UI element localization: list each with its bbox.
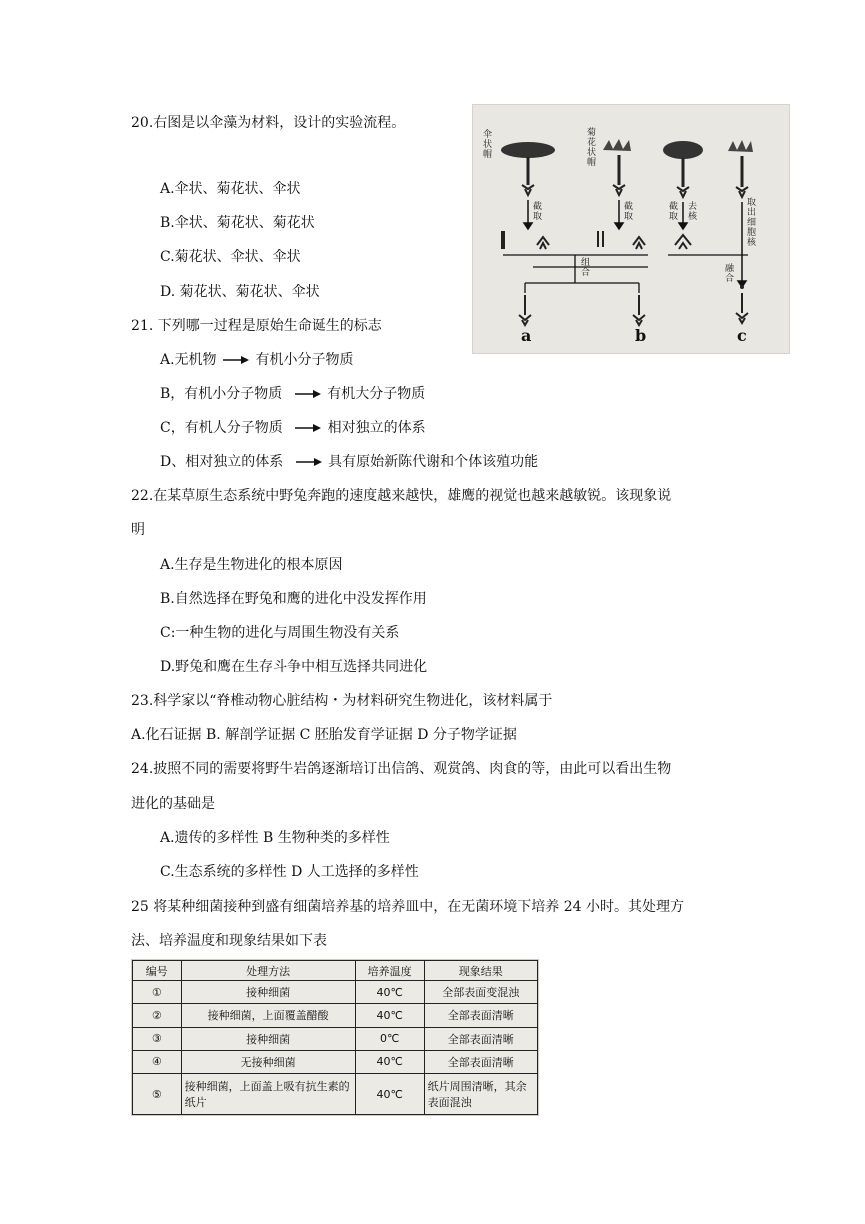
cut-label-2: 截取 — [624, 202, 634, 222]
q25-stem-line2: 法、培养温度和现象结果如下表 — [131, 933, 327, 949]
q24-options-line1: A.遗传的多样性 B 生物种类的多样性 — [160, 830, 390, 846]
row-temp: 40℃ — [355, 1074, 424, 1115]
umbrella-cap-alga — [501, 142, 555, 195]
q24-stem-line2: 进化的基础是 — [131, 796, 215, 812]
umbrella-cap-label: 伞状帽 — [483, 130, 493, 160]
row-method: 接种细菌，上面盖上吸有抗生素的纸片 — [181, 1074, 355, 1115]
q20-option-c: C.菊花状、伞状、伞状 — [160, 249, 301, 265]
chrysanthemum-cap-label: 菊花状帽 — [587, 128, 597, 168]
q21-option-d — [160, 452, 538, 472]
row-method: 接种细菌 — [181, 1027, 355, 1050]
experiment-diagram — [473, 105, 789, 353]
q20-option-d: D. 菊花状、菊花状、伞状 — [160, 284, 320, 300]
q21-option-a — [160, 350, 353, 370]
right-arrow-icon — [295, 423, 321, 433]
q23-options: A.化石证据 B. 解剖学证据 C 胚胎发育学证据 D 分子物学证据 — [131, 727, 517, 743]
q22-option-c: C:一种生物的进化与周围生物没有关系 — [160, 625, 400, 641]
remove-nucleus-label: 去核 — [688, 202, 698, 222]
q21-a-right: 有机小分子物质 — [255, 352, 354, 368]
q21-stem: 21. 下列哪一过程是原始生命诞生的标志 — [131, 318, 382, 334]
row-result: 全部表面清晰 — [424, 1050, 537, 1073]
q22-stem-line2: 明 — [131, 522, 145, 538]
row-method: 接种细菌 — [181, 981, 355, 1004]
right-arrow-icon — [296, 457, 322, 467]
table-row — [133, 981, 538, 1004]
cut-label-1: 截取 — [533, 202, 543, 222]
row-no: ① — [133, 981, 182, 1004]
row-temp: 40℃ — [355, 1004, 424, 1027]
q20-stem: 20.右图是以伞藻为材料，设计的实验流程。 — [131, 115, 406, 131]
right-arrow-icon — [295, 389, 321, 399]
row-no: ② — [133, 1004, 182, 1027]
chrysanthemum-cap-alga — [603, 139, 631, 195]
row-temp: 0℃ — [355, 1027, 424, 1050]
result-c-label: c — [737, 326, 747, 345]
table-header-row — [133, 961, 538, 981]
chrysanthemum-cap-alga-2 — [728, 140, 753, 197]
results-table — [132, 960, 538, 1115]
q21-c-left: C，有机人分子物质 — [160, 420, 283, 436]
q20-option-b: B.伞状、菊花状、菊花状 — [160, 215, 315, 231]
row-method: 无接种细菌 — [181, 1050, 355, 1073]
row-temp: 40℃ — [355, 981, 424, 1004]
row-no: ⑤ — [133, 1074, 182, 1115]
row-no: ③ — [133, 1027, 182, 1050]
header-result: 现象结果 — [424, 961, 537, 981]
q21-a-left: A.无机物 — [160, 352, 217, 368]
row-temp: 40℃ — [355, 1050, 424, 1073]
bacteria-culture-table — [131, 959, 539, 1116]
q22-stem-line1: 22.在某草原生态系统中野兔奔跑的速度越来越快，雄鹰的视觉也越来越敏锐。该现象说 — [131, 488, 672, 504]
q22-option-b: B.自然选择在野兔和鹰的进化中没发挥作用 — [160, 591, 427, 607]
row-result: 全部表面清晰 — [424, 1004, 537, 1027]
q21-b-right: 有机大分子物质 — [327, 386, 426, 402]
table-row — [133, 1074, 538, 1115]
row-result: 全部表面清晰 — [424, 1027, 537, 1050]
q22-option-d: D.野兔和鹰在生存斗争中相互选择共同进化 — [160, 659, 428, 675]
q21-d-left: D、相对独立的体系 — [160, 454, 284, 470]
table-row — [133, 1027, 538, 1050]
combine-label: 组合 — [581, 258, 591, 278]
q21-c-right: 相对独立的体系 — [327, 420, 426, 436]
umbrella-cap-alga-2 — [663, 141, 703, 197]
result-a-label: a — [521, 326, 532, 345]
header-temp: 培养温度 — [355, 961, 424, 981]
q21-b-left: B，有机小分子物质 — [160, 386, 283, 402]
row-result: 纸片周围清晰，其余表面混浊 — [424, 1074, 537, 1115]
q21-d-right: 具有原始新陈代谢和个体该殖功能 — [328, 454, 539, 470]
q23-stem: 23.科学家以“脊椎动物心脏结构・为材料研究生物进化，该材料属于 — [131, 693, 553, 709]
q21-option-b — [160, 384, 425, 404]
header-no: 编号 — [133, 961, 182, 981]
q24-options-line2: C.生态系统的多样性 D 人工选择的多样性 — [160, 864, 419, 880]
right-arrow-icon — [223, 355, 249, 365]
q24-stem-line1: 24.披照不同的需要将野牛岩鸽逐渐培订出信鸽、观赏鸽、肉食的等，由此可以看出生物 — [131, 761, 672, 777]
result-b-label: b — [635, 326, 647, 345]
row-no: ④ — [133, 1050, 182, 1073]
umbrella-alga-experiment-figure — [472, 104, 790, 354]
q22-option-a: A.生存是生物进化的根本原因 — [160, 557, 343, 573]
q21-option-c — [160, 418, 426, 438]
extract-nucleus-label: 取出细胞核 — [747, 198, 757, 248]
row-method: 接种细菌，上面覆盖醋酸 — [181, 1004, 355, 1027]
cut-label-3: 截取 — [669, 202, 679, 222]
header-method: 处理方法 — [181, 961, 355, 981]
q25-stem-line1: 25 将某种细菌接种到盛有细菌培养基的培养皿中，在无菌环境下培养 24 小时。其处理方 — [131, 899, 684, 915]
table-row — [133, 1004, 538, 1027]
table-row — [133, 1050, 538, 1073]
fuse-label: 融合 — [725, 264, 735, 284]
row-result: 全部表面变混浊 — [424, 981, 537, 1004]
q20-option-a: A.伞状、菊花状、伞状 — [160, 181, 301, 197]
